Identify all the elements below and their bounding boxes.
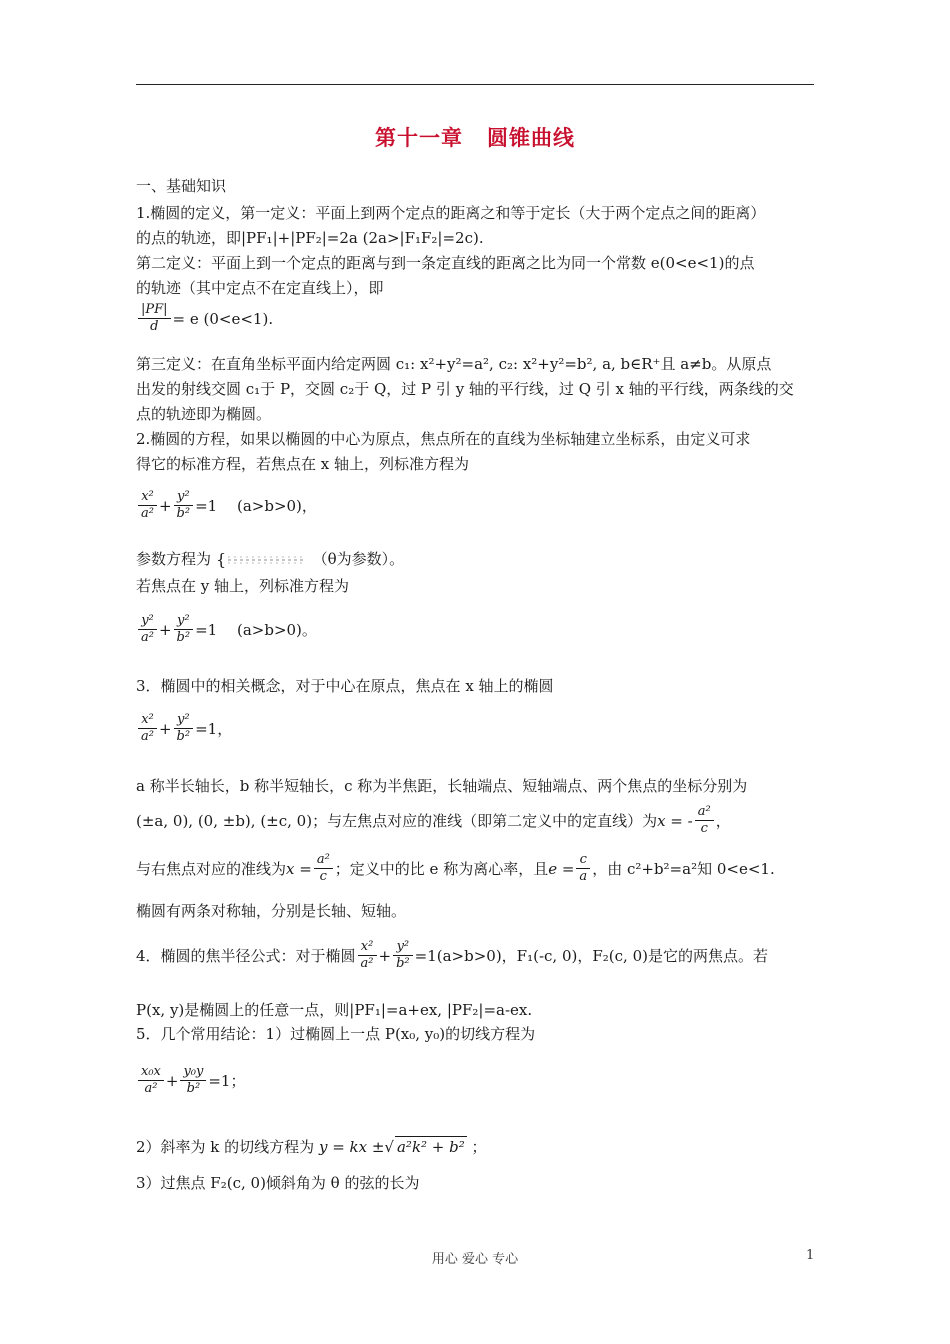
equation-standard-x: $\frac{\text{x²}}{\text{a²}}$ + $\frac{\text{y²}}{\text{b²}}$ =1 (a>b>0)， — [136, 489, 317, 522]
fraction: $\frac{|PF|}{d}$ — [138, 302, 171, 335]
page-number: 1 — [806, 1248, 815, 1263]
paragraph-line: 若焦点在 y 轴上，列标准方程为 — [136, 577, 350, 595]
paragraph-line: 得它的标准方程，若焦点在 x 轴上，列标准方程为 — [136, 455, 469, 473]
equation-eccentricity: $\frac{|PF|}{d}$ = e (0<e<1). — [136, 302, 273, 335]
paragraph-line: 5．几个常用结论：1）过椭圆上一点 P(x₀, y₀)的切线方程为 — [136, 1025, 536, 1043]
chapter-number: 第十一章 — [375, 125, 463, 150]
page-footer: 用心 爱心 专心 — [431, 1252, 519, 1267]
paragraph-line: 3．椭圆中的相关概念，对于中心在原点，焦点在 x 轴上的椭圆 — [136, 677, 554, 695]
chapter-title — [0, 122, 950, 152]
paragraph-line: 的轨迹（其中定点不在定直线上），即 — [136, 279, 384, 297]
paragraph-line: 3）过焦点 F₂(c, 0)倾斜角为 θ 的弦的长为 — [136, 1174, 420, 1192]
paragraph-line: 2.椭圆的方程，如果以椭圆的中心为原点，焦点所在的直线为坐标轴建立坐标系，由定义可求 — [136, 430, 751, 448]
paragraph-line: 参数方程为 { （θ为参数）。 — [136, 550, 405, 569]
paragraph-line: a 称半长轴长，b 称半短轴长，c 称为半焦距，长轴端点、短轴端点、两个焦点的坐标分别为 — [136, 777, 748, 795]
paragraph-line: 椭圆有两条对称轴，分别是长轴、短轴。 — [136, 902, 407, 920]
paragraph-line: 1.椭圆的定义，第一定义：平面上到两个定点的距离之和等于定长（大于两个定点之间的距离） — [136, 204, 766, 222]
equation-ellipse: $\frac{\text{x²}}{\text{a²}}$ + $\frac{\text{y²}}{\text{b²}}$ =1， — [136, 712, 232, 745]
parametric-system — [216, 551, 308, 569]
paragraph-line: 4．椭圆的焦半径公式：对于椭圆 $\frac{\text{x²}}{\text{a²}}$ + $\frac{\text{y²}}{\text{b²}}$ =1(a>b>0)，F₁(-c, 0)，F₂(c, 0)是它的两焦点。若 — [136, 939, 768, 971]
paragraph-line: 的点的轨迹，即|PF₁|+|PF₂|=2a (2a>|F₁F₂|=2c). — [136, 229, 484, 247]
paragraph-line: 2）斜率为 k 的切线方程为 y = kx ±√ a²k² + b² ； — [136, 1138, 487, 1156]
header-rule — [136, 84, 814, 85]
paragraph-line: 第二定义：平面上到一个定点的距离与到一条定直线的距离之比为同一个常数 e(0<e<1)的点 — [136, 254, 755, 272]
paragraph-line: 与右焦点对应的准线为 x = $\frac{\text{a²}}{c}$ ；定义中的比 e 称为离心率，且 e = $\frac{c}{a}$ ，由 c²+b²=a²知 0<e<1. — [136, 852, 775, 884]
sqrt-sign: √ — [384, 1138, 394, 1156]
section-heading: 一、基础知识 — [136, 177, 227, 195]
paragraph-line: 点的轨迹即为椭圆。 — [136, 405, 272, 423]
equation-tangent: $\frac{\text{x₀x}}{\text{a²}}$ + $\frac{\text{y₀y}}{\text{b²}}$ =1； — [136, 1064, 245, 1097]
paragraph-line: P(x, y)是椭圆上的任意一点，则|PF₁|=a+ex, |PF₂|=a-ex. — [136, 1001, 533, 1019]
paragraph-line: 第三定义：在直角坐标平面内给定两圆 c₁: x²+y²=a², c₂: x²+y²=b², a, b∈R⁺且 a≠b。从原点 — [136, 355, 772, 373]
paragraph-line: (±a, 0), (0, ±b), (±c, 0)；与左焦点对应的准线（即第二定义中的定直线）为 x = - $\frac{\text{a²}}{c}$ ， — [136, 804, 731, 836]
svg-text:{: { — [215, 551, 226, 569]
equation-standard-y: $\frac{\text{y²}}{\text{a²}}$ + $\frac{\text{y²}}{\text{b²}}$ =1 (a>b>0)。 — [136, 613, 317, 646]
chapter-name: 圆锥曲线 — [487, 125, 575, 150]
paragraph-line: 出发的射线交圆 c₁于 P，交圆 c₂于 Q，过 P 引 y 轴的平行线，过 Q 引 x 轴的平行线，两条线的交 — [136, 380, 794, 398]
